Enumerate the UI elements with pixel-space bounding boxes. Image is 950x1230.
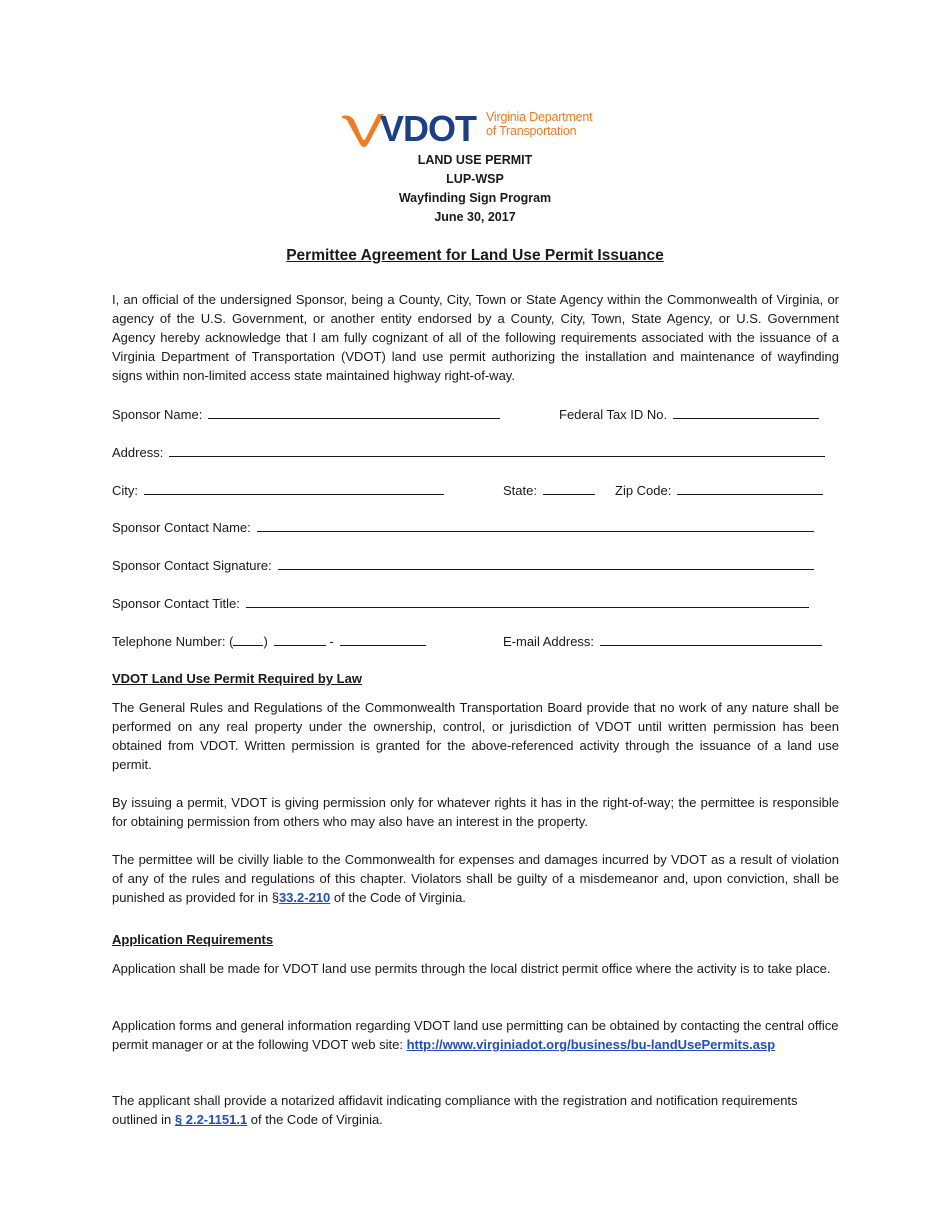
application-forms-text: Application forms and general information regarding VDOT land use permitting can be obtained by contacting the central office permit manager or at the following VDOT web site: bbox=[112, 1018, 839, 1052]
zip-row bbox=[615, 482, 823, 498]
email-label: E-mail Address: bbox=[503, 634, 595, 649]
code-section-link[interactable]: 33.2-210 bbox=[278, 890, 331, 905]
contact-name-label: Sponsor Contact Name: bbox=[112, 520, 251, 535]
section-permit-required-heading: VDOT Land Use Permit Required by Law bbox=[112, 671, 362, 686]
page-title: Permittee Agreement for Land Use Permit Issuance bbox=[286, 247, 664, 264]
permit-required-paragraph-3 bbox=[112, 850, 839, 907]
permit-type: LAND USE PERMIT bbox=[417, 153, 533, 167]
zip-label: Zip Code: bbox=[615, 483, 672, 498]
phone-line-field[interactable] bbox=[340, 633, 426, 646]
application-paragraph-2 bbox=[112, 1016, 839, 1054]
address-row bbox=[112, 444, 825, 460]
sponsor-name-field[interactable] bbox=[208, 406, 500, 419]
liability-text: The permittee will be civilly liable to the Commonwealth for expenses and damages incurred by VDOT as a result of violation of any of the rules and regulations of this chapter. Violators shall be guilty of a misdemeanor and, upon conviction, shall be punished as provided for in § bbox=[112, 852, 839, 905]
contact-title-row bbox=[112, 595, 809, 611]
permit-required-paragraph-1: The General Rules and Regulations of the Commonwealth Transportation Board provide that no work of any nature shall be performed on any real property under the ownership, control, or jurisdiction of VDOT until written permission has been obtained from VDOT. Written permission is granted for the above-referenced activity through the issuance of a land use permit. bbox=[112, 700, 839, 772]
address-label: Address: bbox=[112, 445, 164, 460]
application-paragraph-1: Application shall be made for VDOT land use permits through the local district permit office where the activity is to take place. bbox=[112, 961, 831, 976]
email-row bbox=[503, 633, 822, 649]
permit-required-paragraph-2: By issuing a permit, VDOT is giving permission only for whatever rights it has in the right-of-way; the permittee is responsible for obtaining permission from others who may also have an interest in the property. bbox=[112, 795, 839, 829]
contact-name-row bbox=[112, 519, 814, 535]
contact-signature-row bbox=[112, 557, 814, 573]
city-field[interactable] bbox=[144, 482, 444, 495]
vdot-logo-mark bbox=[340, 108, 486, 148]
phone-dash: - bbox=[329, 634, 334, 649]
intro-paragraph: I, an official of the undersigned Sponsor, being a County, City, Town or State Agency within the Commonwealth of Virginia, or agency of the U.S. Government, or another entity endorsed by a County, City, Town, State Agency, or U.S. Government Agency hereby acknowledge that I am fully cognizant of all of the following requirements associated with the issuance of a Virginia Department of Transportation (VDOT) land use permit authorizing the installation and maintenance of wayfinding signs within non-limited access state maintained highway right-of-way. bbox=[112, 292, 839, 383]
program-name: Wayfinding Sign Program bbox=[398, 191, 552, 205]
document-date: June 30, 2017 bbox=[434, 210, 516, 224]
telephone-label: Telephone Number: bbox=[112, 634, 226, 649]
federal-tax-id-label: Federal Tax ID No. bbox=[559, 407, 668, 422]
vdot-wordmark: VDOT bbox=[380, 108, 477, 148]
affidavit-text-end: of the Code of Virginia. bbox=[247, 1112, 383, 1127]
email-field[interactable] bbox=[600, 633, 822, 646]
phone-prefix-field[interactable] bbox=[274, 633, 326, 646]
liability-text-end: of the Code of Virginia. bbox=[330, 890, 466, 905]
contact-title-label: Sponsor Contact Title: bbox=[112, 596, 240, 611]
telephone-row bbox=[112, 633, 426, 649]
address-field[interactable] bbox=[169, 444, 825, 457]
phone-area-field[interactable] bbox=[233, 633, 263, 646]
contact-title-field[interactable] bbox=[246, 595, 809, 608]
state-label: State: bbox=[503, 483, 537, 498]
contact-signature-label: Sponsor Contact Signature: bbox=[112, 558, 272, 573]
affidavit-code-link[interactable]: § 2.2-1151.1 bbox=[174, 1112, 248, 1127]
state-field[interactable] bbox=[543, 482, 595, 495]
city-row bbox=[112, 482, 444, 498]
contact-signature-field[interactable] bbox=[278, 557, 814, 570]
sponsor-name-label: Sponsor Name: bbox=[112, 407, 203, 422]
affidavit-text: The applicant shall provide a notarized affidavit indicating compliance with the registration and notification requirements outlined in bbox=[112, 1093, 798, 1127]
agency-name-line2: of Transportation bbox=[486, 124, 577, 138]
application-paragraph-3 bbox=[112, 1091, 839, 1129]
zip-field[interactable] bbox=[677, 482, 823, 495]
agency-name-line1: Virginia Department bbox=[486, 110, 593, 124]
contact-name-field[interactable] bbox=[257, 519, 814, 532]
federal-tax-id-field[interactable] bbox=[673, 406, 819, 419]
vdot-website-link[interactable]: http://www.virginiadot.org/business/bu-landUsePermits.asp bbox=[406, 1037, 776, 1052]
section-application-requirements-heading: Application Requirements bbox=[112, 932, 274, 947]
city-label: City: bbox=[112, 483, 138, 498]
vdot-logo bbox=[340, 106, 620, 152]
phone-area-open: ( bbox=[229, 634, 234, 649]
permit-code: LUP-WSP bbox=[446, 172, 504, 186]
agency-name bbox=[486, 110, 592, 138]
sponsor-name-row bbox=[112, 406, 500, 422]
phone-area-close: ) bbox=[263, 634, 268, 649]
federal-tax-id-row bbox=[559, 406, 819, 422]
state-row bbox=[503, 482, 595, 498]
